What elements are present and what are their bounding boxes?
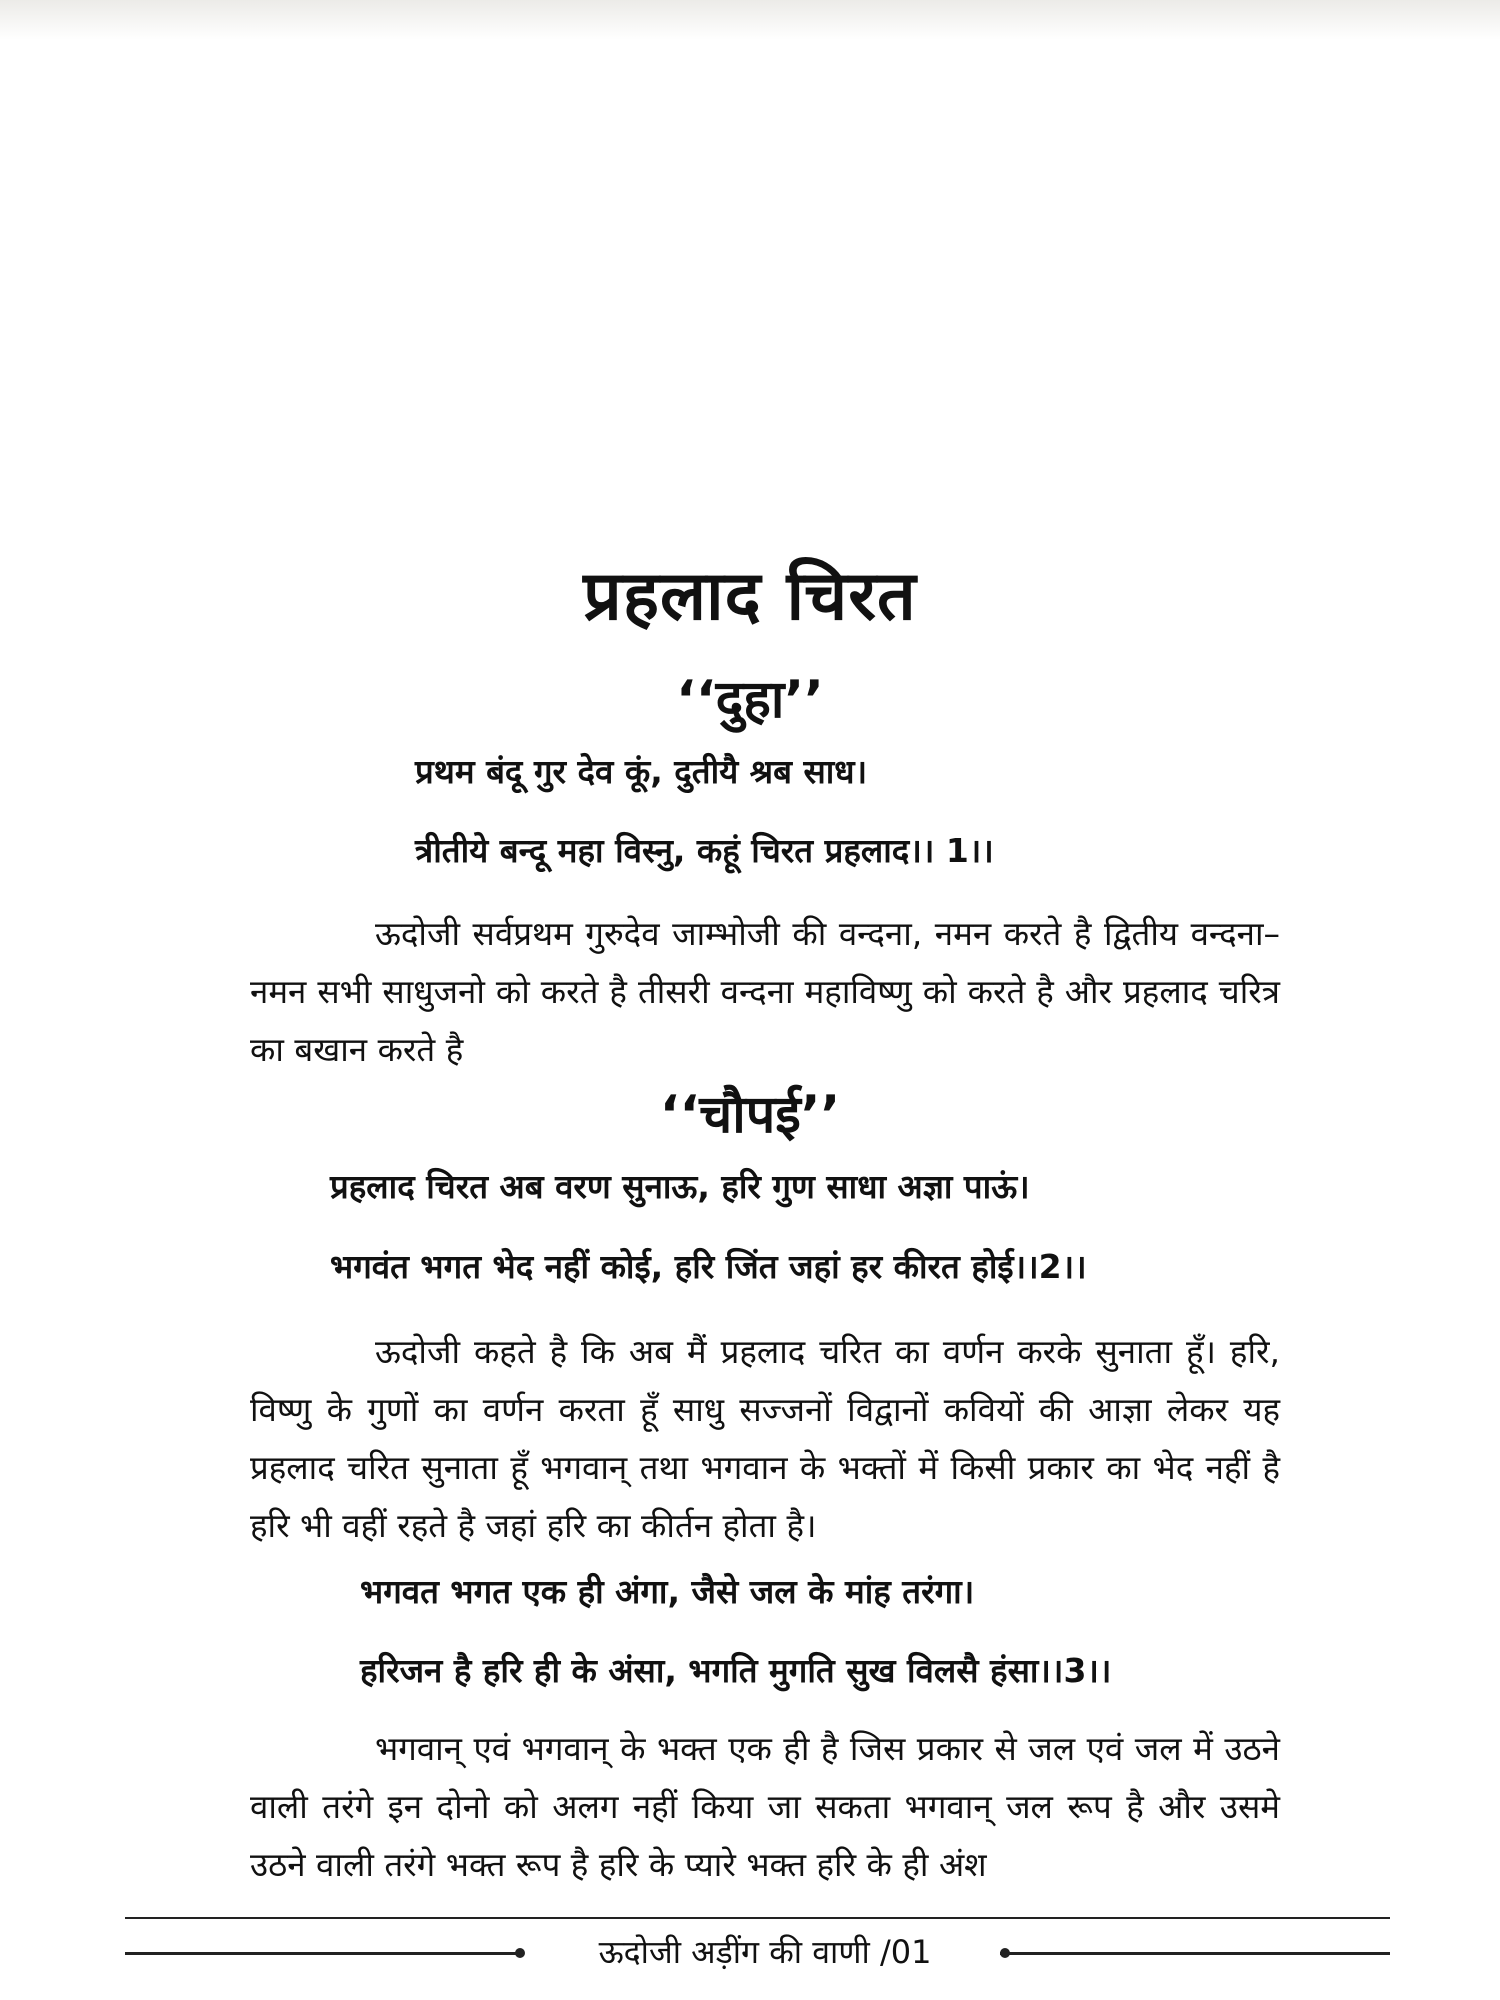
chaupai-explanation-text: ऊदोजी कहते है कि अब मैं प्रहलाद चरित का वर्णन करके सुनाता हूँ। हरि, विष्णु के गुणों का वर्णन करता हूँ साधु सज्जनों विद्वानों कवियों की आज्ञा लेकर यह प्रहलाद चरित सुनाता हूँ भगवान् तथा भगवान के भक्तों में किसी प्रकार का भेद नहीं है हरि भी वहीं रहते है जहां हरि का कीर्तन होता है। xyxy=(250,1332,1280,1545)
doha-heading: ‘‘दुहा’’ xyxy=(676,670,824,730)
page-title: प्रहलाद चिरत xyxy=(583,556,917,636)
chaupai-heading: ‘‘चौपई’’ xyxy=(659,1085,841,1145)
footer-line-left xyxy=(125,1952,520,1955)
doha-verse-line-1: प्रथम बंदू गुर देव कूं, दुतीयै श्रब साध। xyxy=(415,752,868,791)
chaupai-explanation-2 xyxy=(250,1720,1280,1894)
doha-verse-line-2: त्रीतीये बन्दू महा विस्नु, कहूं चिरत प्रहलाद।। 1।। xyxy=(415,831,994,870)
footer-dot-left xyxy=(515,1948,525,1958)
page-top-shading xyxy=(0,0,1500,40)
chaupai-explanation xyxy=(250,1323,1280,1555)
chaupai-verse-line-3: भगवत भगत एक ही अंगा, जैसे जल के मांह तरंगा। xyxy=(360,1572,975,1611)
doha-explanation xyxy=(250,905,1280,1079)
page-footer xyxy=(550,1930,980,1973)
footer-separator: / xyxy=(879,1933,891,1971)
chaupai-verse-line-1: प्रहलाद चिरत अब वरण सुनाऊ, हरि गुण साधा अज्ञा पाऊं। xyxy=(330,1167,1030,1206)
doha-explanation-text: ऊदोजी सर्वप्रथम गुरुदेव जाम्भोजी की वन्दना, नमन करते है द्वितीय वन्दना–नमन सभी साधुजनो को करते है तीसरी वन्दना महाविष्णु को करते है और प्रहलाद चरित्र का बखान करते है xyxy=(250,914,1280,1069)
chaupai-verse-line-2: भगवंत भगत भेद नहीं कोई, हरि जिंत जहां हर कीरत होई।।2।। xyxy=(330,1247,1087,1286)
footer-line-right xyxy=(1000,1952,1390,1955)
footer-book-title: ऊदोजी अड़ींग की वाणी xyxy=(598,1933,870,1971)
footer-rule xyxy=(125,1917,1390,1919)
chaupai-verse-line-4: हरिजन है हरि ही के अंसा, भगति मुगति सुख विलसै हंसा।।3।। xyxy=(360,1651,1112,1690)
chaupai-explanation-2-text: भगवान् एवं भगवान् के भक्त एक ही है जिस प्रकार से जल एवं जल में उठने वाली तरंगे इन दोनो को अलग नहीं किया जा सकता भगवान् जल रूप है और उसमे उठने वाली तरंगे भक्त रूप है हरि के प्यारे भक्त हरि के ही अंश xyxy=(250,1729,1280,1884)
footer-page-number: 01 xyxy=(890,1933,932,1971)
